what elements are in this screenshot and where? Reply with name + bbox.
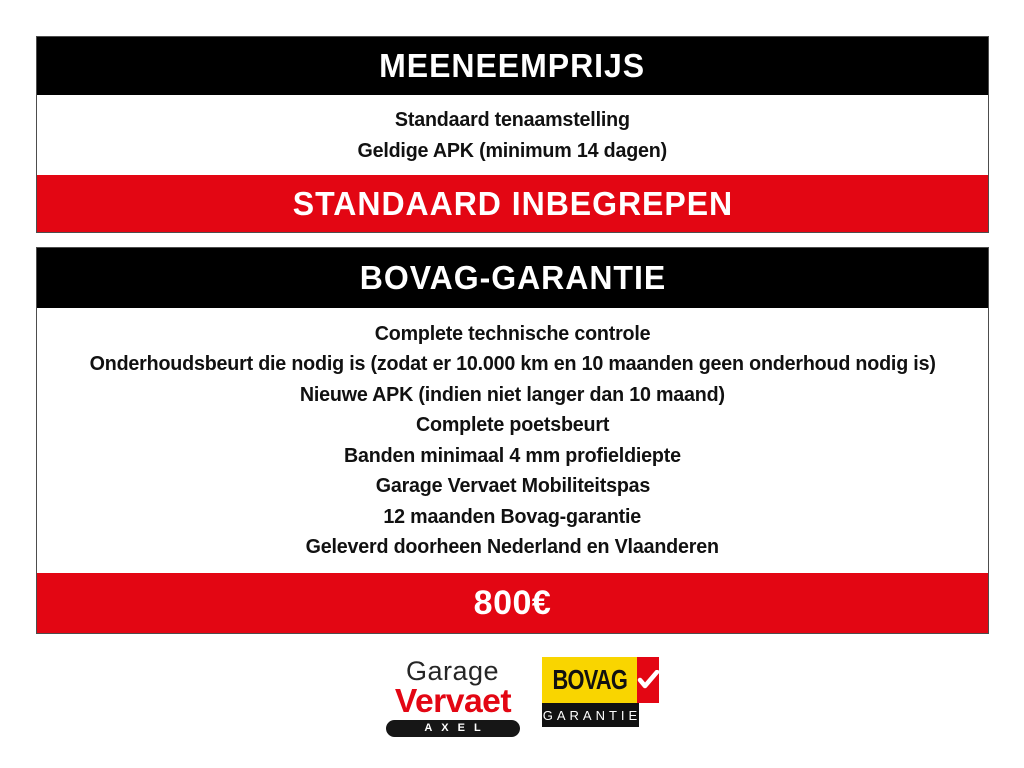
bovag-logo-top (542, 657, 639, 703)
garage-vervaet-word-garage: Garage (405, 656, 500, 686)
standaard-inbegrepen-label: STANDAARD INBEGREPEN (292, 184, 733, 222)
garage-vervaet-logo (386, 657, 520, 737)
meeneemprijs-card (36, 36, 989, 233)
footer-logos (0, 657, 1024, 737)
list-item: Standaard tenaamstelling (395, 108, 630, 131)
bovag-logo-brand-box (542, 657, 638, 703)
meeneemprijs-header (37, 37, 988, 95)
list-item: Geleverd doorheen Nederland en Vlaanderen (305, 535, 720, 558)
bovag-brand-label: BOVAG (552, 664, 627, 695)
bovag-garantie-title: BOVAG-GARANTIE (359, 259, 666, 296)
checkmark-icon (637, 670, 659, 690)
garage-vervaet-word-vervaet: Vervaet (394, 682, 511, 719)
bovag-garantie-card (36, 247, 989, 634)
bovag-garantie-body (37, 308, 988, 573)
price-value: 800€ (473, 583, 552, 622)
price-banner (37, 573, 988, 633)
bovag-garantie-header (37, 248, 988, 308)
meeneemprijs-body (37, 95, 988, 175)
bovag-logo-bottom (542, 703, 642, 727)
list-item: Geldige APK (minimum 14 dagen) (357, 139, 668, 162)
bovag-garantie-logo (542, 657, 642, 727)
standaard-inbegrepen-banner (37, 175, 988, 232)
list-item: Nieuwe APK (indien niet langer dan 10 maand) (300, 382, 725, 406)
garage-vervaet-city-label: AXEL (424, 722, 490, 734)
list-item: Garage Vervaet Mobiliteitspas (375, 474, 650, 497)
list-item: Complete poetsbeurt (415, 413, 610, 436)
garage-vervaet-axel-pill (386, 720, 520, 737)
bovag-check-box (637, 657, 659, 703)
list-item: 12 maanden Bovag-garantie (383, 504, 642, 528)
list-item: Banden minimaal 4 mm profieldiepte (344, 443, 681, 467)
list-item: Onderhoudsbeurt die nodig is (zodat er 10.000 km en 10 maanden geen onderhoud nodig is) (89, 352, 936, 375)
bovag-garantie-label: GARANTIE (542, 707, 642, 723)
list-item: Complete technische controle (374, 321, 651, 345)
meeneemprijs-title: MEENEEMPRIJS (379, 47, 646, 84)
